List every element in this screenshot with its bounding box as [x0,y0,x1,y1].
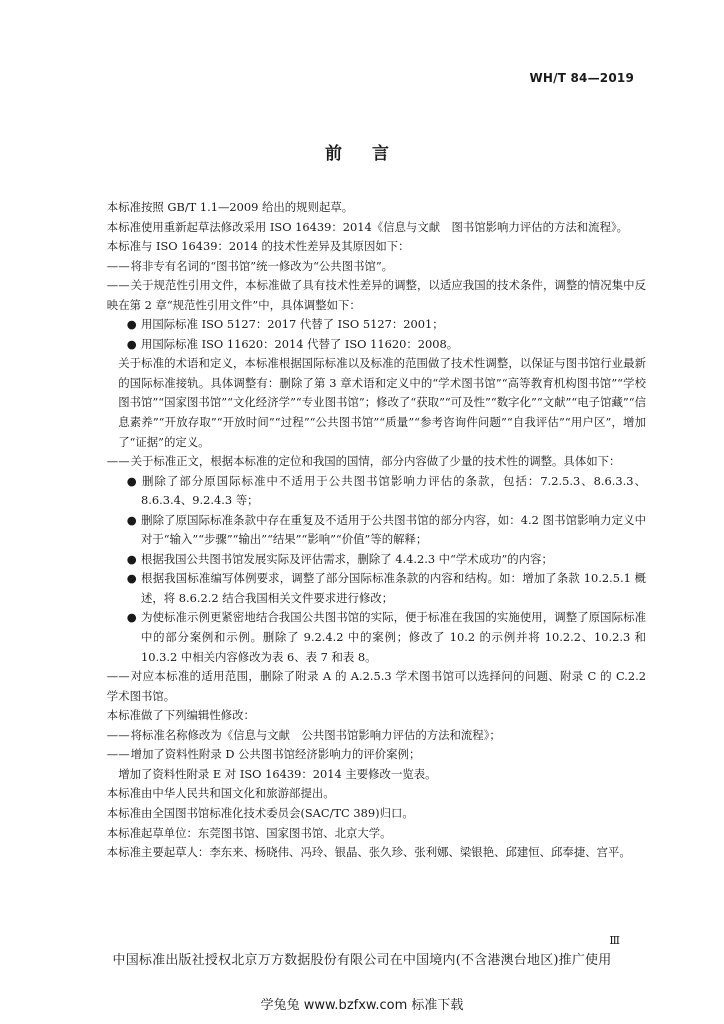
continuation-paragraph: 关于标准的术语和定义，本标准根据国际标准以及标准的范围做了技术性调整，以保证与图书馆行业最新的国际标准接轨。具体调整有：删除了第 3 章术语和定义中的“学术图书馆”“高等教育机构图书馆”“学校图书馆”“国家图书馆”“文化经济学”“专业图书馆”；修改了“获取”“可及性”“数字化”“文献”“电子馆藏”“信息素养”“开放存取”“开放时间”“过程”“公共图书馆”“质量”“参考咨询件问题”“自我评估”“用户区”，增加了“证据”的定义。 [118,356,646,449]
bullet-item [84,511,646,550]
bullet-item-text: 用国际标准 ISO 5127：2017 代替了 ISO 5127：2001； [141,317,444,332]
bullet-item [84,550,646,570]
dash-item [84,726,646,746]
paragraph: 本标准按照 GB/T 1.1—2009 给出的规则起草。 [106,200,354,214]
standard-code: WH/T 84—2019 [529,71,634,85]
bullet-icon: ● [126,473,137,488]
dash-item [84,745,646,765]
continuation-paragraph: 增加了资料性附录 E 对 ISO 16439：2014 主要修改一览表。 [118,766,437,781]
bullet-icon: ● [126,610,137,625]
dash-item-text: 对应本标准的适用范围，删除了附录 A 的 A.2.5.3 学术图书馆可以选择问的问题、附录 C 的 C.2.2 学术图书馆。 [106,669,646,703]
bullet-item [84,315,646,335]
paragraph: 本标准主要起草人：李东来、杨晓伟、冯玲、银晶、张久珍、张利娜、梁银艳、邱建恒、邱奉捷、宫平。 [106,845,631,860]
paragraph: 本标准由中华人民共和国文化和旅游部提出。 [106,786,335,801]
bullet-item-text: 根据我国标准编写体例要求，调整了部分国际标准条款的内容和结构。如：增加了条款 10.2.5.1 概述，将 8.6.2.2 结合我国相关文件要求进行修改； [141,571,646,605]
paragraph: 本标准做了下列编辑性修改： [106,708,255,723]
dash-mark: —— [106,747,130,762]
bullet-icon: ● [126,571,137,586]
dash-mark: —— [106,454,130,469]
dash-item [84,452,646,472]
dash-item-text: 增加了资料性附录 D 公共图书馆经济影响力的评价案例； [130,747,421,762]
paragraph: 本标准使用重新起草法修改采用 ISO 16439：2014《信息与文献 图书馆影响力评估的方法和流程》。 [106,219,629,234]
bullet-item-text: 为使标准示例更紧密地结合我国公共图书馆的实际，便于标准在我国的实施使用，调整了原国际标准中的部分案例和示例。删除了 9.2.4.2 中的案例；修改了 10.2 的示例并将 10.2.2、10.2.3 和 10.3.2 中相关内容修改为表 6、表 7 和表 8。 [141,610,646,664]
bullet-item-text: 删除了部分原国际标准中不适用于公共图书馆影响力评估的条款，包括：7.2.5.3、8.6.3.3、8.6.3.4、9.2.4.3 等； [141,473,646,508]
bullet-icon: ● [126,512,137,527]
bullet-icon: ● [126,336,137,351]
bullet-icon: ● [126,551,137,566]
bullet-item-text: 根据我国公共图书馆发展实际及评估需求，删除了 4.4.2.3 中“学术成功”的内容； [141,551,553,566]
dash-item-text: 将非专有名词的“图书馆”统一修改为“公共图书馆”。 [130,258,394,273]
site-watermark: 学兔兔 www.bzfxw.com 标准下载 [260,998,464,1013]
dash-item [84,276,646,315]
dash-mark: —— [106,258,130,273]
dash-mark: —— [106,727,130,742]
dash-item-text: 关于标准正文，根据本标准的定位和我国的国情，部分内容做了少量的技术性的调整。具体如下： [130,454,621,469]
paragraph: 本标准起草单位：东莞图书馆、国家图书馆、北京大学。 [106,825,392,840]
foreword-body [84,198,646,863]
paragraph: 本标准由全国图书馆标准化技术委员会(SAC/TC 389)归口。 [106,805,414,820]
bullet-item [84,335,646,355]
bullet-icon: ● [126,317,137,332]
dash-item-text: 将标准名称修改为《信息与文献 公共图书馆影响力评估的方法和流程》； [130,727,501,742]
dash-item [84,257,646,277]
dash-mark: —— [106,669,130,684]
dash-item [84,667,646,706]
paragraph: 本标准与 ISO 16439：2014 的技术性差异及其原因如下： [106,239,410,254]
dash-item-text: 关于规范性引用文件，本标准做了具有技术性差异的调整，以适应我国的技术条件，调整的情况集中反映在第 2 章“规范性引用文件”中，具体调整如下： [106,278,646,312]
bullet-item-text: 删除了原国际标准条款中存在重复及不适用于公共图书馆的部分内容，如：4.2 图书馆影响力定义中对于“输入”“步骤”“输出”“结果”“影响”“价值”等的解释； [141,512,646,547]
distribution-notice: 中国标准出版社授权北京万方数据股份有限公司在中国境内(不含港澳台地区)推广使用 [112,953,612,968]
bullet-item [84,608,646,667]
bullet-item [84,569,646,608]
page-title: 前言 [325,144,419,164]
bullet-item-text: 用国际标准 ISO 11620：2014 代替了 ISO 11620：2008。 [141,336,459,351]
bullet-item [84,472,646,511]
page-number: Ⅲ [609,934,620,947]
dash-mark: —— [106,278,130,293]
